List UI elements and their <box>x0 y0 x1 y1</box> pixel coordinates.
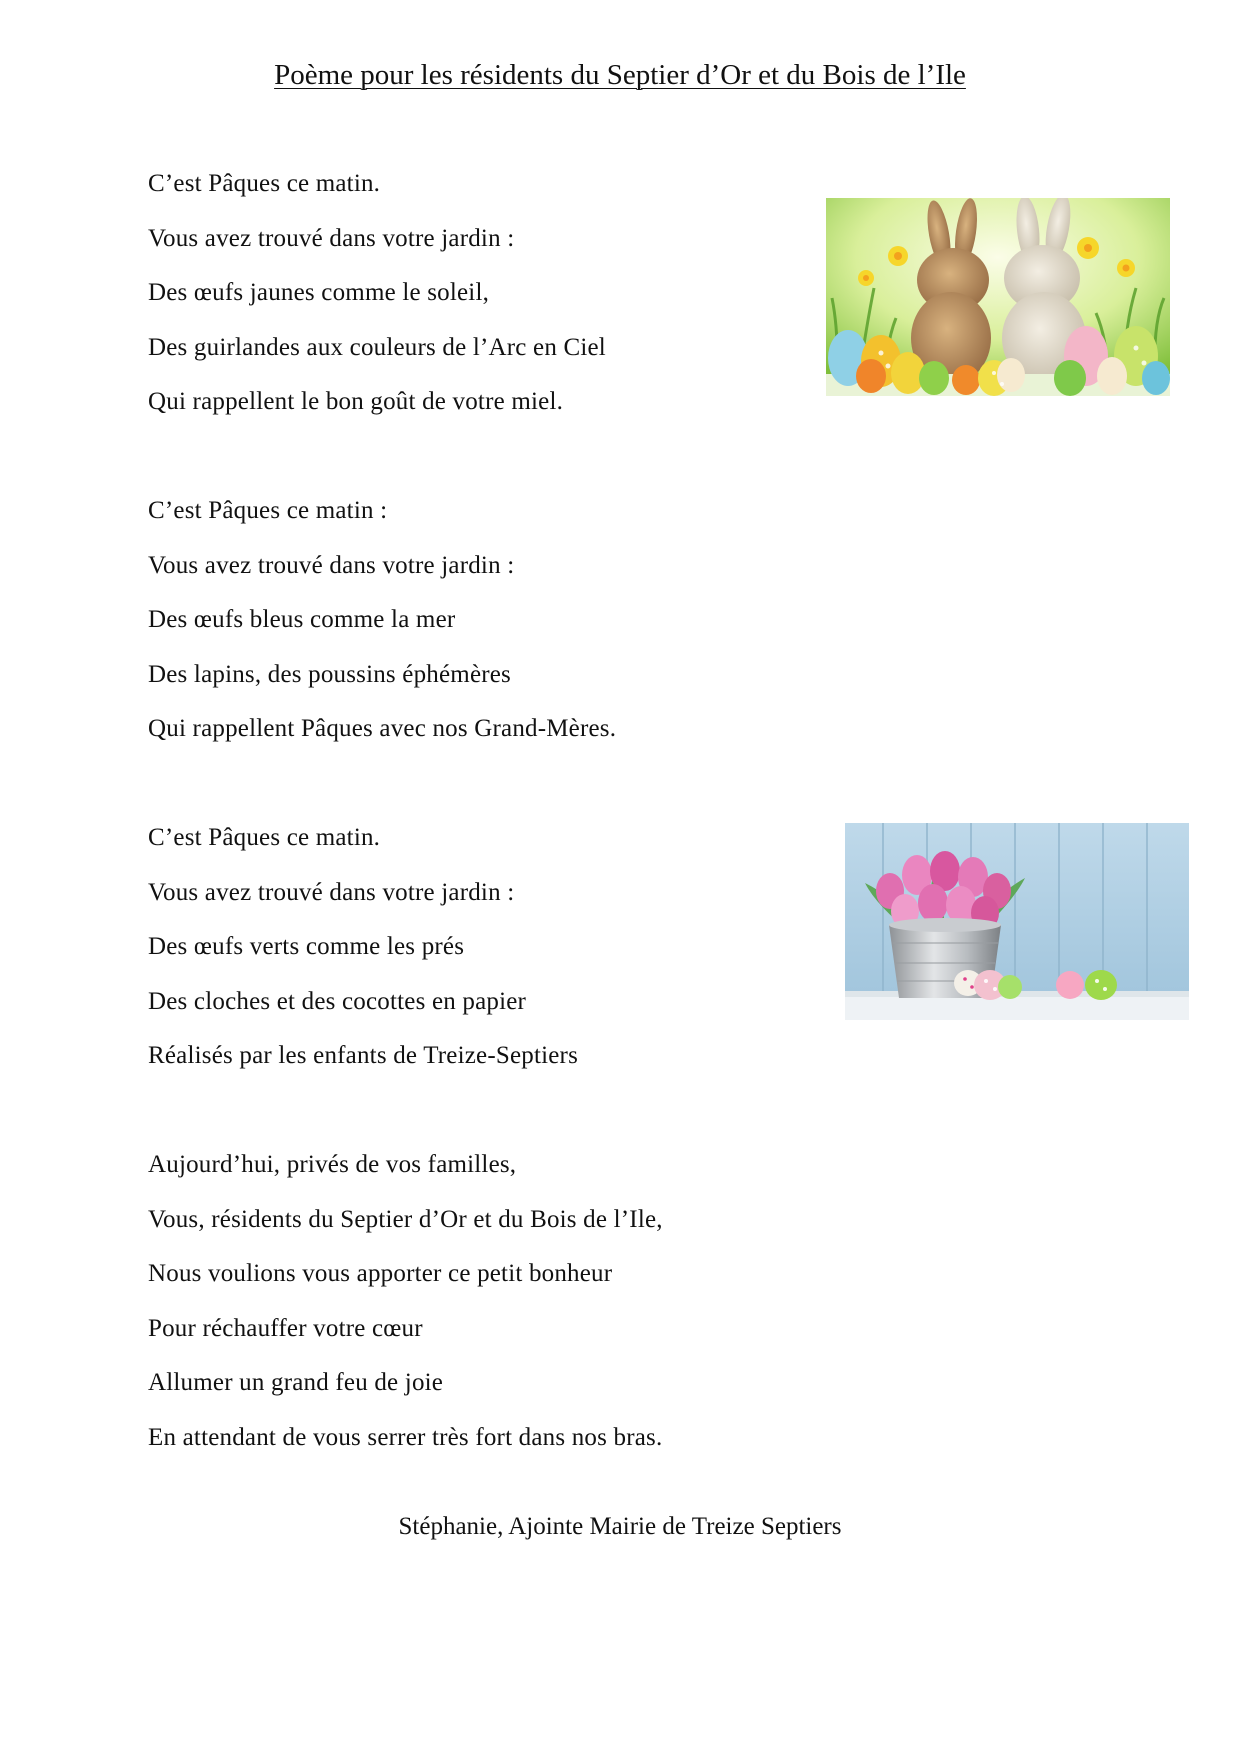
poem-line: Aujourd’hui, privés de vos familles, <box>148 1151 517 1178</box>
poem-line: Vous avez trouvé dans votre jardin : <box>148 224 515 252</box>
poem-line: Des guirlandes aux couleurs de l’Arc en Ciel <box>148 333 606 361</box>
poem-line: Vous, résidents du Septier d’Or et du Bois de l’Ile, <box>148 1205 663 1233</box>
poem-line: Réalisés par les enfants de Treize-Septiers <box>148 1042 579 1069</box>
poem-line: Des œufs jaunes comme le soleil, <box>148 279 490 306</box>
signature: Stéphanie, Ajointe Mairie de Treize Septiers <box>398 1513 842 1540</box>
poem-line: Qui rappellent le bon goût de votre miel. <box>148 388 564 415</box>
page-title: Poème pour les résidents du Septier d’Or et du Bois de l’Ile <box>274 59 966 91</box>
poem-line: C’est Pâques ce matin. <box>148 824 381 851</box>
poem-line: C’est Pâques ce matin : <box>148 497 388 524</box>
stanza-3 <box>148 811 578 1084</box>
poem-line: Nous voulions vous apporter ce petit bonheur <box>148 1260 613 1287</box>
stanza-1 <box>148 157 606 430</box>
poem-line: C’est Pâques ce matin. <box>148 170 381 197</box>
poem-line: Vous avez trouvé dans votre jardin : <box>148 551 515 579</box>
poem-line: En attendant de vous serrer très fort dans nos bras. <box>148 1423 663 1451</box>
poem-line: Des cloches et des cocottes en papier <box>148 987 527 1015</box>
poem-line: Des lapins, des poussins éphémères <box>148 660 511 688</box>
poem-line: Allumer un grand feu de joie <box>148 1369 444 1396</box>
easter-bunnies-eggs-image <box>826 198 1170 396</box>
poem-line: Vous avez trouvé dans votre jardin : <box>148 878 515 906</box>
poem-line: Des œufs verts comme les prés <box>148 933 465 960</box>
stanza-2 <box>148 484 616 757</box>
tulips-bucket-eggs-image <box>845 823 1189 1020</box>
poem-line: Pour réchauffer votre cœur <box>148 1314 423 1342</box>
poem-line: Qui rappellent Pâques avec nos Grand-Mères. <box>148 715 617 742</box>
stanza-4 <box>148 1138 663 1465</box>
poem-line: Des œufs bleus comme la mer <box>148 606 456 633</box>
